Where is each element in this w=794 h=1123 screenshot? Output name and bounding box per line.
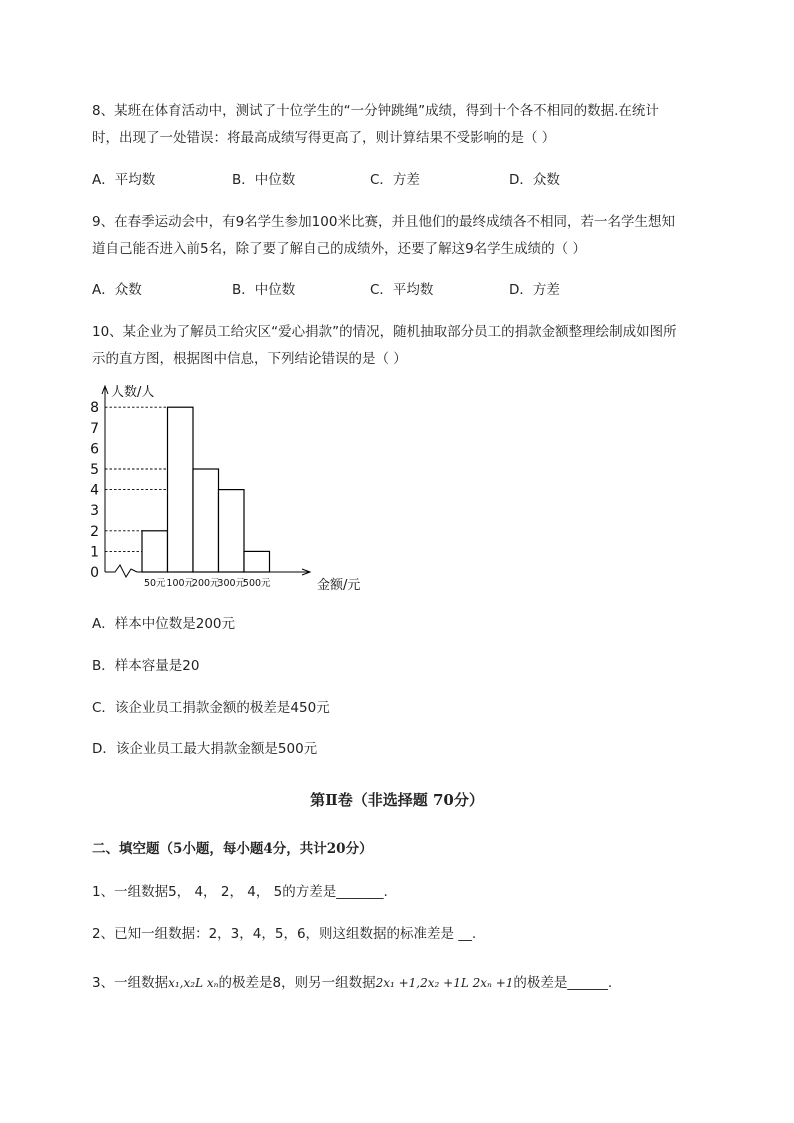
- fill-question-3-math1: x₁,x₂L xₙ: [168, 976, 219, 990]
- y-tick-label: 1: [90, 544, 99, 561]
- y-tick-label: 3: [90, 503, 99, 520]
- fill-question-3-part2: 的极差是8，则另一组数据: [218, 975, 376, 991]
- y-tick-label: 2: [90, 523, 99, 540]
- q9-option-a[interactable]: A．众数: [92, 282, 142, 298]
- y-axis-label: 人数/人: [111, 385, 155, 400]
- y-tick-label: 6: [90, 441, 99, 458]
- q10-stem-line2: 示的直方图，根据图中信息，下列结论错误的是（ ）: [92, 351, 407, 367]
- fill-question-3-part3: 的极差是______.: [513, 975, 613, 991]
- x-tick-label: 200元: [191, 578, 220, 589]
- y-tick-label: 0: [90, 565, 99, 581]
- fill-question-2: 2、已知一组数据：2，3，4，5，6，则这组数据的标准差是 __.: [92, 926, 477, 942]
- x-tick-label: 50元: [143, 578, 166, 589]
- histogram-bar: [142, 531, 168, 572]
- y-tick-label: 8: [90, 400, 99, 417]
- section-subtitle: 二、填空题（5小题，每小题4分，共计20分）: [92, 841, 373, 857]
- q10-option-a[interactable]: A．样本中位数是200元: [92, 616, 236, 632]
- q8-option-b[interactable]: B．中位数: [232, 172, 296, 188]
- q10-option-c[interactable]: C．该企业员工捐款金额的极差是450元: [92, 700, 330, 716]
- x-tick-label: 500元: [242, 578, 271, 589]
- q8-option-d[interactable]: D．众数: [509, 172, 560, 188]
- y-tick-label: 5: [90, 462, 99, 478]
- q10-stem-line1: 10、某企业为了解员工给灾区“爱心捐款”的情况，随机抽取部分员工的捐款金额整理绘制成如图所: [92, 324, 677, 340]
- q8-option-c[interactable]: C．方差: [370, 172, 420, 188]
- fill-question-3-part1: 3、一组数据: [92, 975, 169, 991]
- q8-stem-line1: 8、某班在体育活动中，测试了十位学生的“一分钟跳绳”成绩，得到十个各不相同的数据.在统计: [92, 103, 659, 119]
- x-axis-break: [105, 565, 137, 577]
- histogram-bar: [219, 490, 245, 572]
- histogram-bar: [244, 551, 270, 572]
- q8-stem-line2: 时，出现了一处错误：将最高成绩写得更高了，则计算结果不受影响的是（ ）: [92, 130, 556, 146]
- y-tick-label: 4: [90, 482, 99, 499]
- histogram-bar: [193, 469, 219, 572]
- y-tick-label: 7: [90, 420, 99, 437]
- histogram-chart: [80, 378, 380, 598]
- x-tick-label: 100元: [166, 578, 195, 589]
- q9-stem-line1: 9、在春季运动会中，有9名学生参加100米比赛，并且他们的最终成绩各不相同，若一名学生想知: [92, 214, 675, 230]
- section-title: 第Ⅱ卷（非选择题 70分）: [310, 791, 484, 809]
- q9-stem-line2: 道自己能否进入前5名，除了要了解自己的成绩外，还要了解这9名学生成绩的（ ）: [92, 241, 586, 257]
- q10-option-b[interactable]: B．样本容量是20: [92, 658, 200, 674]
- q8-option-a[interactable]: A．平均数: [92, 172, 156, 188]
- x-axis-label: 金额/元: [317, 578, 361, 593]
- x-tick-label: 300元: [217, 578, 246, 589]
- q9-option-c[interactable]: C．平均数: [370, 282, 434, 298]
- fill-question-3: [92, 971, 612, 991]
- fill-question-1: 1、一组数据5， 4， 2， 4， 5的方差是_______.: [92, 884, 388, 900]
- fill-question-3-math2: 2x₁ +1,2x₂ +1L 2xₙ +1: [375, 976, 514, 990]
- q10-option-d[interactable]: D．该企业员工最大捐款金额是500元: [92, 741, 318, 757]
- q9-option-d[interactable]: D．方差: [509, 282, 560, 298]
- q9-option-b[interactable]: B．中位数: [232, 282, 296, 298]
- histogram-bar: [168, 407, 194, 572]
